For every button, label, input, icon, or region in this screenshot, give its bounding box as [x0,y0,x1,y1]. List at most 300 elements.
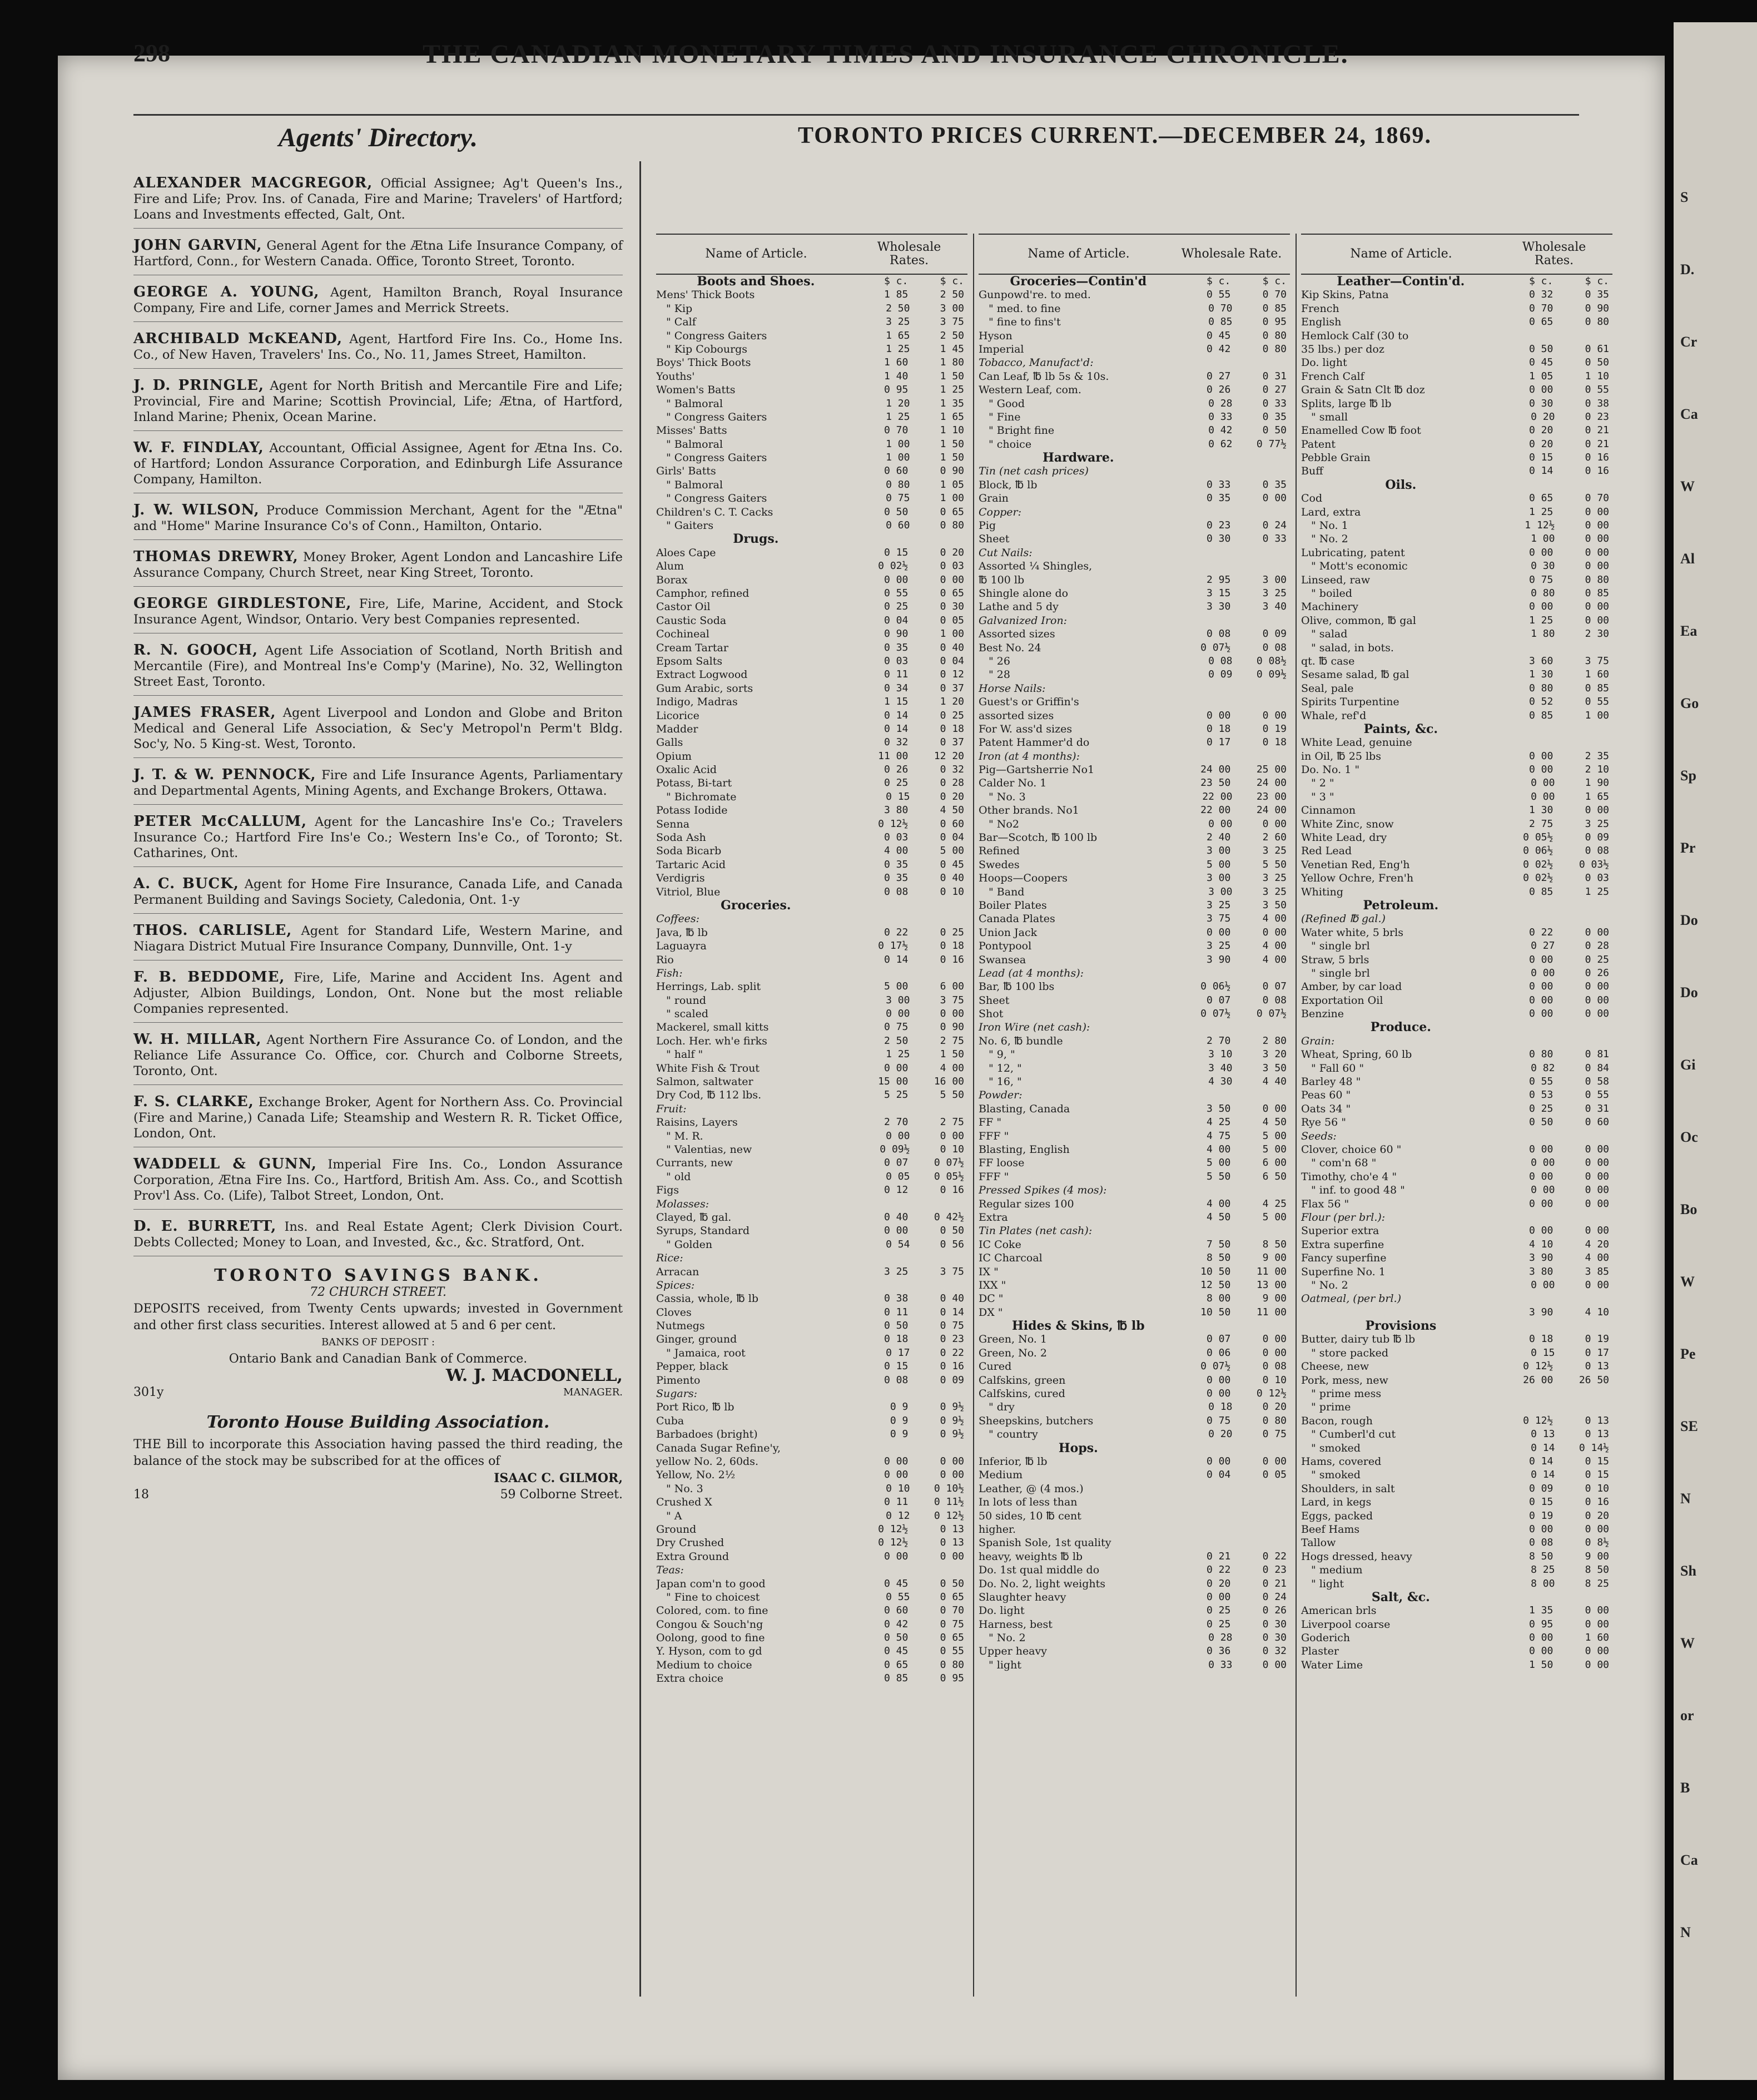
price-row [656,1414,967,1428]
agent-name: THOS. CARLISLE, [133,922,292,939]
price-high: 0 75 [940,1618,964,1630]
adjacent-page-fragment: W [1680,1635,1695,1651]
section-heading-row [979,1319,1290,1333]
price-low [1501,1021,1557,1034]
price-low: 3 15 [1206,587,1231,599]
agent-text: Accountant, Official Assignee, Agent for Ætna Ins. Co. of Hartford; London Assurance Corporation, and Edinburgh Life Assurance Company, Hamilton. [133,441,623,487]
article-name: Inferior, ℔ lb [979,1455,1048,1468]
price-row [979,1007,1290,1021]
price-high: 0 16 [940,1184,964,1196]
price-low: 0 11 [884,1496,909,1508]
price-low [1501,1211,1557,1224]
price-row [656,790,967,804]
price-high: 0 23 [1585,410,1609,423]
price-row [656,1224,967,1237]
bank-text: DEPOSITS received, from Twenty Cents upwards; invested in Government and other first class securities. Interest allowed at 5 and 6 per cent. [133,1302,623,1333]
article-name: Seal, pale [1301,682,1354,695]
price-high: 0 16 [940,1360,964,1373]
price-low: 0 14 [884,722,909,735]
price-low [1501,1034,1557,1048]
subheading-row [979,1088,1290,1102]
price-row [1301,1442,1612,1455]
price-high: 0 25 [1585,953,1609,965]
article-name: Oils. [1385,478,1417,492]
article-name: Lubricating, patent [1301,546,1405,559]
price-row [656,546,967,559]
price-high: 3 85 [1585,1265,1609,1277]
article-name: Yellow Ochre, Fren'h [1301,872,1414,885]
price-row [656,980,967,993]
article-name: Hams, covered [1301,1455,1382,1468]
price-high: 23 00 [1256,790,1287,803]
price-high: 0 75 [1262,1428,1287,1440]
price-row [1301,1360,1612,1373]
price-low: 0 00 [1206,1591,1231,1603]
price-row [656,1428,967,1441]
price-row [1301,506,1612,519]
price-high: 0 03½ [1579,858,1609,870]
agent-entry [133,440,623,493]
price-row [656,506,967,519]
price-low: 3 25 [1206,940,1231,952]
price-low: 11 00 [878,750,909,762]
price-low: 0 09 [1528,1482,1553,1494]
price-row [656,329,967,343]
price-low: 0 12½ [878,1523,909,1535]
price-low [1501,478,1557,492]
price-low: 0 19 [1528,1509,1553,1522]
article-name: Japan com'n to good [656,1577,766,1590]
price-row [1301,668,1612,681]
article-name: Olive, common, ℔ gal [1301,614,1416,627]
price-low: 0 15 [886,790,910,803]
price-high: 1 50 [940,438,964,450]
article-name: Pig [979,519,996,532]
price-low: 0 9 [890,1428,909,1440]
price-high [1556,329,1612,343]
article-name: Whale, ref'd [1301,709,1367,722]
price-low: 0 30 [1531,560,1555,572]
price-row [1301,1468,1612,1482]
price-low [1501,1130,1557,1143]
price-high: 0 00 [1585,546,1609,558]
article-name: Gum Arabic, sorts [656,682,753,695]
article-name: Dry Cod, ℔ 112 lbs. [656,1089,762,1102]
price-high: 9 00 [1585,1550,1609,1562]
article-name: Shot [979,1008,1004,1021]
price-row [1301,1428,1612,1441]
price-high: 0 70 [1262,289,1287,301]
article-name: White Lead, dry [1301,831,1387,844]
price-row [979,695,1290,709]
price-row [656,750,967,763]
article-name: " choice [989,438,1032,450]
price-row [979,980,1290,993]
article-name: " boiled [1311,587,1352,600]
price-low [1178,506,1234,519]
price-high [911,1563,967,1577]
article-name: " fine to fins't [989,316,1061,329]
price-high [1234,1021,1290,1034]
price-low [856,1387,912,1400]
price-row [1301,1455,1612,1468]
price-row [1301,1523,1612,1536]
subheading-row [1301,1034,1612,1048]
article-name: " 28 [989,668,1010,681]
article-name: Molasses: [656,1197,709,1210]
price-row [656,492,967,505]
price-high: 0 80 [1585,573,1609,586]
price-high: 0 22 [1262,1550,1287,1562]
article-name: Hides & Skins, ℔ lb [1012,1319,1145,1333]
price-row [979,885,1290,899]
price-low: 0 00 [1528,764,1553,776]
adjacent-page-fragment: B [1680,1780,1690,1796]
article-name: Hemlock Calf (30 to [1301,329,1409,342]
price-row [656,885,967,899]
price-row [1301,356,1612,369]
price-low: 0 25 [884,601,909,613]
price-low: 3 90 [1528,1306,1553,1318]
price-row [979,410,1290,424]
agent-entry [133,814,623,867]
article-name: " No. 2 [1311,1279,1348,1291]
article-name: Boiler Plates [979,899,1047,912]
price-low: 0 60 [884,1604,909,1617]
price-high: 5 00 [940,845,964,857]
price-row [1301,1563,1612,1577]
agent-name: ALEXANDER MACGREGOR, [133,175,373,191]
agent-entry [133,642,623,696]
subheading-row [656,967,967,980]
price-low: 3 30 [1206,601,1231,613]
price-low: 3 50 [1206,1102,1231,1115]
price-low [1501,1319,1557,1333]
price-low: 0 00 [884,573,909,586]
price-high: 0 00 [1585,1157,1609,1169]
price-high [1234,356,1290,369]
price-row [979,1116,1290,1129]
price-low [1501,899,1557,912]
price-low: 0 34 [884,682,909,694]
price-high [911,1387,967,1400]
price-row [1301,1509,1612,1523]
price-row [656,1400,967,1414]
price-low [856,1563,912,1577]
bank-title: TORONTO SAVINGS BANK. [214,1266,542,1285]
adjacent-page-fragment: Pr [1680,840,1696,856]
price-high: 0 85 [1585,587,1609,599]
article-name: Cinnamon [1301,804,1356,817]
price-low: 0 33 [1208,1658,1233,1671]
bank-code: 301y [133,1385,164,1399]
article-name: Lead (at 4 months): [979,967,1084,979]
agent-name: JAMES FRASER, [133,704,276,721]
price-low: 0 09½ [880,1143,910,1155]
price-row [656,1577,967,1591]
price-high: 0 65 [940,587,964,599]
price-row [1301,600,1612,613]
section-heading-row [656,899,967,912]
price-row [1301,1156,1612,1170]
article-name: For W. ass'd sizes [979,722,1073,735]
adjacent-page-fragment: or [1680,1707,1694,1723]
price-low: 0 23 [1206,519,1231,532]
agent-name: JOHN GARVIN, [133,237,262,254]
price-low: 0 14 [884,953,909,965]
article-name: Harness, best [979,1618,1053,1631]
price-high: 0 31 [1262,370,1287,382]
wholesale-rates-label: Wholesale Rates. [1522,240,1586,268]
price-row [1301,709,1612,722]
price-row [1301,1251,1612,1265]
article-name: Spanish Sole, 1st quality [979,1537,1111,1549]
price-low: 0 00 [884,1469,909,1481]
agents-heading: Agents' Directory. [278,123,478,152]
price-high: 4 25 [1262,1197,1287,1210]
price-high: 9 00 [1262,1292,1287,1305]
section-heading-row [1301,478,1612,492]
price-high: 0 05 [1262,1469,1287,1481]
price-high: 0 13 [1585,1414,1609,1427]
price-row [979,315,1290,329]
price-low [1178,1523,1234,1536]
section-heading-row [656,532,967,546]
article-name: Cream Tartar [656,641,728,654]
price-row [1301,1414,1612,1428]
price-high: 0 56 [940,1238,964,1250]
price-low: 1 25 [886,410,910,423]
price-high: 2 30 [1585,628,1609,640]
price-high: 3 50 [1262,1062,1287,1074]
price-low: 0 00 [1528,1523,1553,1535]
price-low: $ c. [884,275,909,287]
price-low: 7 50 [1206,1238,1231,1250]
price-low [1178,682,1234,695]
price-low: 0 80 [1528,1048,1553,1061]
price-row [656,1442,967,1455]
article-name: " Cumberl'd cut [1311,1428,1396,1441]
price-row [979,912,1290,925]
price-low: 0 12 [886,1509,910,1522]
price-row [1301,655,1612,668]
name-of-article-label: Name of Article. [1028,246,1130,261]
price-high: 1 35 [940,397,964,409]
price-low [1501,1591,1557,1604]
price-high: 0 07 [1262,980,1287,993]
price-low: 0 00 [1206,709,1231,721]
agent-text: Official Assignee; Ag't Queen's Ins., Fire and Life; Prov. Ins. of Canada, Fire and Marine; Travelers' of Hartford; Loans and Investments effected, Galt, Ont. [133,176,623,222]
subheading-row [656,1251,967,1265]
price-high: 0 23 [940,1333,964,1345]
article-name: " com'n 68 " [1311,1157,1377,1170]
price-high: 0 58 [1585,1076,1609,1088]
price-high [1556,1130,1612,1143]
price-row [979,1333,1290,1346]
article-name: Coffees: [656,913,700,925]
price-high [1234,614,1290,627]
price-high: 0 11½ [934,1496,964,1508]
article-name: Madder [656,722,698,735]
price-row [979,1577,1290,1591]
article-name: Sheet [979,533,1010,546]
price-row [656,804,967,817]
price-low: 5 50 [1206,1170,1231,1182]
article-name: Colored, com. to fine [656,1604,768,1617]
price-high: 0 10 [1585,1482,1609,1494]
price-high [1234,1536,1290,1549]
article-name: Guest's or Griffin's [979,696,1079,709]
article-name: DX " [979,1306,1003,1319]
price-row [656,1034,967,1048]
price-row [979,1346,1290,1360]
price-high: 0 12½ [1256,1388,1287,1400]
running-title: THE CANADIAN MONETARY TIMES AND INSURANCE CHRONICLE. [423,39,1349,69]
price-low: 22 00 [1202,790,1233,803]
price-high [1234,464,1290,478]
price-row [979,1591,1290,1604]
column-header [656,234,967,275]
agent-text: Agent Life Association of Scotland, North British and Mercantile (Fire), and Montreal Ins'e Comp'y (Marine), No. 32, Wellington Street East, Toronto. [133,643,623,689]
price-low: 0 00 [1528,980,1553,993]
price-row [979,1387,1290,1400]
price-high: 4 00 [1262,913,1287,925]
price-high: 0 00 [1262,1346,1287,1359]
price-high: 5 00 [1262,1143,1287,1155]
price-high: 0 9½ [940,1414,964,1427]
price-high: 5 00 [1262,1211,1287,1223]
price-high: 0 00 [940,1130,964,1142]
price-high: 0 05½ [934,1170,964,1182]
price-low: 0 07 [1206,1333,1231,1345]
price-high: 0 00 [1585,1604,1609,1617]
article-name: Cassia, whole, ℔ lb [656,1292,759,1305]
price-high [1234,506,1290,519]
price-low: 0 12½ [878,1537,909,1549]
price-low: 0 00 [1206,1455,1231,1467]
price-row [656,939,967,953]
price-row [979,953,1290,967]
article-name: Arracan [656,1265,699,1278]
price-low: 1 25 [886,1048,910,1061]
price-row [979,397,1290,410]
price-low: 0 14 [1531,1469,1555,1481]
price-row [979,763,1290,776]
article-name: IC Charcoal [979,1252,1043,1265]
price-low: 0 12 [884,1184,909,1196]
article-name: Water Lime [1301,1658,1363,1671]
price-row [1301,1088,1612,1102]
price-low: 0 02½ [1523,872,1553,884]
agent-name: J. D. PRINGLE, [133,377,264,394]
price-low [856,1251,912,1265]
price-high [1558,641,1612,655]
price-row [656,397,967,410]
price-row [656,1536,967,1549]
price-high: 0 09 [1262,628,1287,640]
price-row [1301,750,1612,763]
price-low: 0 75 [1528,573,1553,586]
price-row [1301,804,1612,817]
price-high: 0 20 [1585,1509,1609,1522]
price-low: 0 18 [1208,1401,1233,1413]
price-high: 0 00 [1585,1170,1609,1182]
price-low: 3 00 [1206,872,1231,884]
price-high: 0 65 [940,1591,964,1603]
agent-name: F. S. CLARKE, [133,1093,254,1110]
price-low: 0 85 [1528,885,1553,898]
price-low: 0 00 [1208,818,1233,830]
price-high: 0 18 [940,940,964,952]
article-name: " Fall 60 " [1311,1062,1364,1074]
subheading-row [656,1197,967,1211]
price-high: 0 00 [1585,1225,1609,1237]
agent-entry [133,1156,623,1210]
price-high: 0 09 [1585,831,1609,844]
article-name: Indigo, Madras [656,696,738,709]
price-low: 0 50 [1528,343,1553,355]
price-high: 4 00 [1262,940,1287,952]
article-name: Do. light [1301,356,1347,369]
article-name: " No. 2 [1311,533,1348,546]
price-low: 0 42 [1208,424,1233,437]
price-high: 0 00 [1585,980,1609,993]
article-name: " Calf [666,316,696,329]
article-name: Potass Iodide [656,804,728,817]
price-high: 0 95 [1262,316,1287,328]
agent-text: Fire, Life, Marine and Accident Ins. Agent and Adjuster, Albion Buildings, London, Ont. None but the most reliable Companies represented. [133,970,623,1016]
price-low [856,1102,912,1116]
price-high [1234,1442,1290,1455]
article-name: " Band [989,885,1025,898]
price-row [979,1428,1290,1441]
article-name: FF " [979,1116,1002,1129]
price-row [979,1211,1290,1224]
article-name: Leather, @ (4 mos.) [979,1482,1084,1495]
price-high: 0 08 [1262,641,1287,653]
price-low: 0 35 [884,641,909,653]
article-name: Canada Plates [979,913,1055,925]
price-high: 3 25 [1585,818,1609,830]
price-high: 0 50 [1262,424,1287,437]
price-row [656,1509,967,1523]
price-high: 0 26 [1262,1604,1287,1617]
price-high: 4 50 [1262,1116,1287,1128]
article-name: Salt, &c. [1371,1590,1430,1604]
price-row [979,1482,1290,1495]
price-row [1301,1197,1612,1211]
article-name: Castor Oil [656,601,711,613]
price-low: 0 07 [1206,994,1231,1006]
price-high: 0 00 [1585,601,1609,613]
article-name: Can Leaf, ℔ lb 5s & 10s. [979,370,1109,383]
price-low: 0 00 [1528,994,1553,1006]
article-name: ℔ 100 lb [979,573,1025,586]
price-high: 1 20 [940,696,964,708]
prices-title: TORONTO PRICES CURRENT.—DECEMBER 24, 1869. [798,123,1432,148]
article-name: " prime mess [1311,1388,1382,1400]
article-name: Union Jack [979,926,1038,939]
price-high: 0 08½ [1256,655,1287,667]
adjacent-page-fragment: D. [1680,261,1695,278]
price-row [656,1319,967,1333]
price-high [1556,899,1612,912]
article-name [1301,1306,1501,1319]
article-name: Whiting [1301,885,1343,898]
price-high: 0 00 [1262,818,1287,830]
agent-text: Agent Northern Fire Assurance Co. of London, and the Reliance Life Assurance Co. Office, cor. Church and Colborne Streets, Toronto, Ont. [133,1033,623,1078]
price-row [1301,1482,1612,1495]
